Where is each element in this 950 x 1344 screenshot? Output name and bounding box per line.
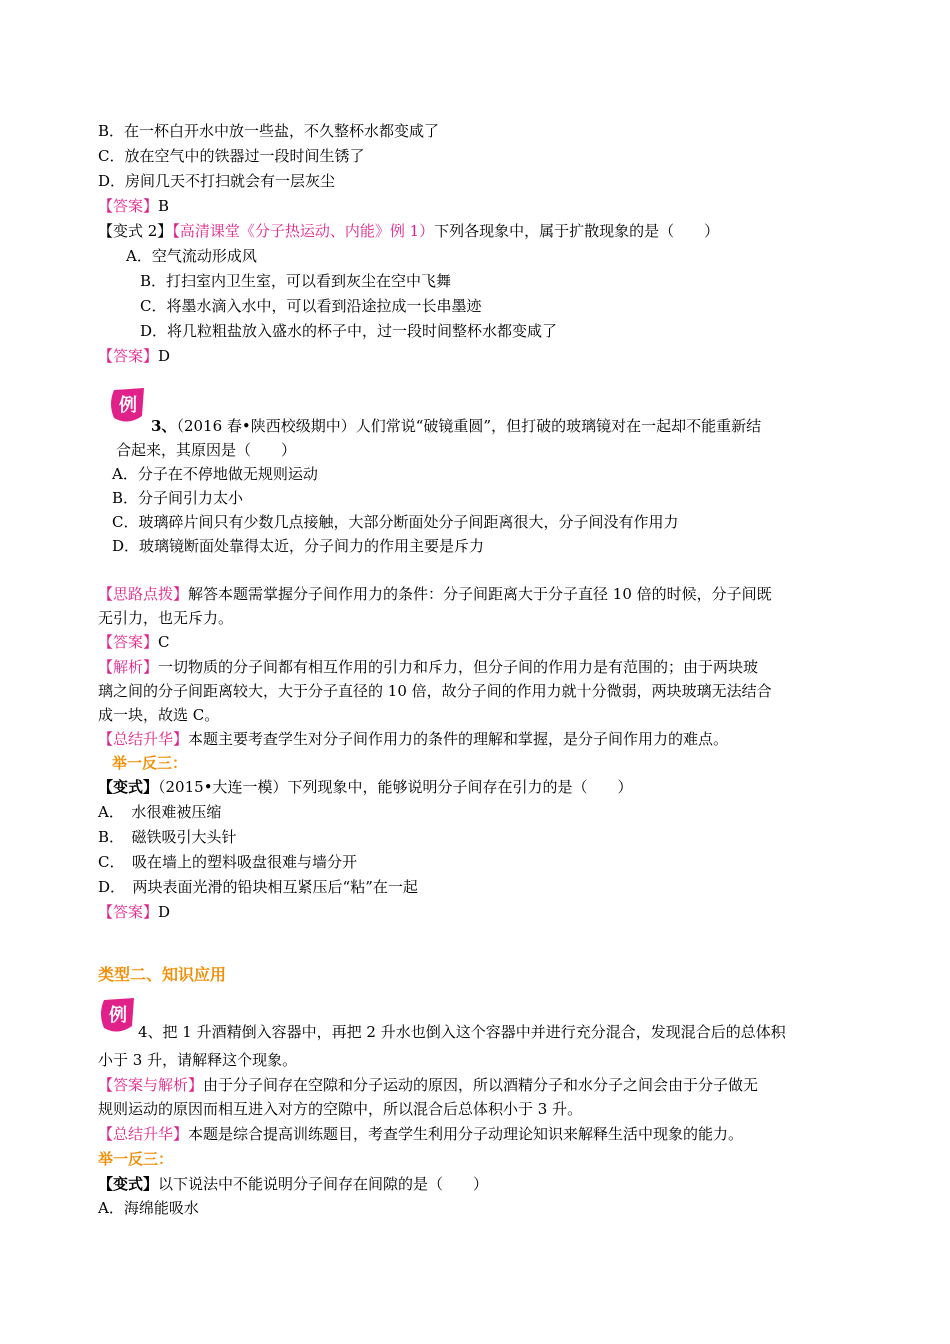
q3-text-line1: （2016 春•陕西校级期中）人们常说“破镜重圆”，但打破的玻璃镜对在一起却不能重新结 (176, 417, 762, 435)
variant3-option-b: B． 磁铁吸引大头针 (98, 828, 237, 846)
q3-option-c: C．玻璃碎片间只有少数几点接触，大部分断面处分子间距离很大，分子间没有作用力 (112, 513, 679, 531)
q3-number: 3、 (151, 417, 177, 435)
q3-option-d: D．玻璃镜断面处靠得太近，分子间力的作用主要是斥力 (112, 537, 485, 555)
q3-analysis-line2: 璃之间的分子间距离较大，大于分子直径的 10 倍，故分子间的作用力就十分微弱，两块玻璃无法结合 (98, 682, 772, 700)
variant2-question (98, 221, 719, 241)
q3-analysis-line3: 成一块，故选 C。 (98, 706, 220, 724)
q4-line2: 小于 3 升，请解释这个现象。 (98, 1051, 298, 1069)
q3-option-a: A．分子在不停地做无规则运动 (112, 465, 318, 483)
variant4-option-a: A．海绵能吸水 (98, 1199, 199, 1217)
answer-label: 【答案】 (98, 903, 159, 921)
analysis-text: 一切物质的分子间都有相互作用的引力和斥力，但分子间的作用力是有范围的；由于两块玻 (158, 658, 759, 676)
variant3-option-d: D． 两块表面光滑的铅块相互紧压后“粘”在一起 (98, 878, 418, 896)
q4-answer-analysis-line2: 规则运动的原因而相互进入对方的空隙中，所以混合后总体积小于 3 升。 (98, 1100, 583, 1118)
answer-label: 【答案】 (98, 347, 159, 365)
variant2-question-text: 下列各现象中，属于扩散现象的是（ ） (434, 222, 720, 240)
variant3-answer-row (98, 902, 170, 922)
variant3-question (98, 777, 633, 797)
summary-label: 【总结升华】 (98, 1125, 189, 1143)
answer-value: C (158, 633, 170, 651)
q3-summary (98, 729, 728, 749)
option-b: B．在一杯白开水中放一些盐，不久整杯水都变咸了 (98, 122, 440, 140)
variant3-option-a: A． 水很难被压缩 (98, 803, 222, 821)
answer-analysis-text: 由于分子间存在空隙和分子运动的原因，所以酒精分子和水分子之间会由于分子做无 (203, 1076, 759, 1094)
q3-answer-row (98, 632, 170, 652)
hint-text: 解答本题需掌握分子间作用力的条件：分子间距离大于分子直径 10 倍的时候，分子间既 (188, 585, 772, 603)
example-badge-text: 例 (119, 395, 137, 416)
answer-analysis-label: 【答案与解析】 (98, 1076, 204, 1094)
variant2-source: 【高清课堂《分子热运动、内能》例 1） (172, 222, 435, 240)
q3-line1 (151, 416, 761, 436)
answer-value: D (158, 903, 171, 921)
option-c: C．放在空气中的铁器过一段时间生锈了 (98, 147, 365, 165)
answer-value: D (158, 347, 171, 365)
summary-text: 本题是综合提高训练题目，考查学生利用分子动理论知识来解释生活中现象的能力。 (188, 1125, 744, 1143)
variant3-question-text: （2015•大连一模）下列现象中，能够说明分子间存在引力的是（ ） (158, 778, 633, 796)
variant3-prefix: 【变式】 (98, 778, 159, 796)
section-title: 类型二、知识应用 (98, 965, 227, 984)
variant2-option-d: D．将几粒粗盐放入盛水的杯子中，过一段时间整杯水都变咸了 (140, 322, 558, 340)
q3-option-b: B．分子间引力太小 (112, 489, 244, 507)
q4-answer-analysis-line1 (98, 1075, 758, 1095)
example-badge-text: 例 (109, 1005, 127, 1026)
variant4-question-text: 以下说法中不能说明分子间存在间隙的是（ ） (158, 1175, 489, 1193)
option-d: D．房间几天不打扫就会有一层灰尘 (98, 172, 336, 190)
variant2-answer-row (98, 346, 170, 366)
q3-hint-line1 (98, 584, 772, 604)
q3-hint-line2: 无引力，也无斥力。 (98, 609, 234, 627)
summary-label: 【总结升华】 (98, 730, 189, 748)
q3-analysis-line1 (98, 657, 758, 677)
jyfs-heading-2: 举一反三： (98, 1150, 174, 1168)
answer-label: 【答案】 (98, 197, 159, 215)
variant2-prefix: 【变式 2】 (98, 222, 173, 240)
hint-label: 【思路点拨】 (98, 585, 189, 603)
variant4-question (98, 1174, 488, 1194)
variant4-prefix: 【变式】 (98, 1175, 159, 1193)
q4-line1: 4、把 1 升酒精倒入容器中，再把 2 升水也倒入这个容器中并进行充分混合，发现混合后的总体积 (138, 1023, 786, 1041)
q4-summary (98, 1124, 743, 1144)
variant2-option-a: A．空气流动形成风 (126, 247, 257, 265)
variant2-option-b: B．打扫室内卫生室，可以看到灰尘在空中飞舞 (140, 272, 452, 290)
answer-label: 【答案】 (98, 633, 159, 651)
summary-text: 本题主要考查学生对分子间作用力的条件的理解和掌握，是分子间作用力的难点。 (188, 730, 729, 748)
variant3-option-c: C． 吸在墙上的塑料吸盘很难与墙分开 (98, 853, 357, 871)
example-badge-icon (108, 386, 148, 424)
example-badge-icon (98, 996, 138, 1034)
variant2-option-c: C．将墨水滴入水中，可以看到沿途拉成一长串墨迹 (140, 297, 482, 315)
answer-row (98, 196, 169, 216)
jyfs-heading-1: 举一反三： (112, 754, 188, 772)
analysis-label: 【解析】 (98, 658, 159, 676)
answer-value: B (158, 197, 170, 215)
q3-line2: 合起来，其原因是（ ） (116, 441, 297, 459)
